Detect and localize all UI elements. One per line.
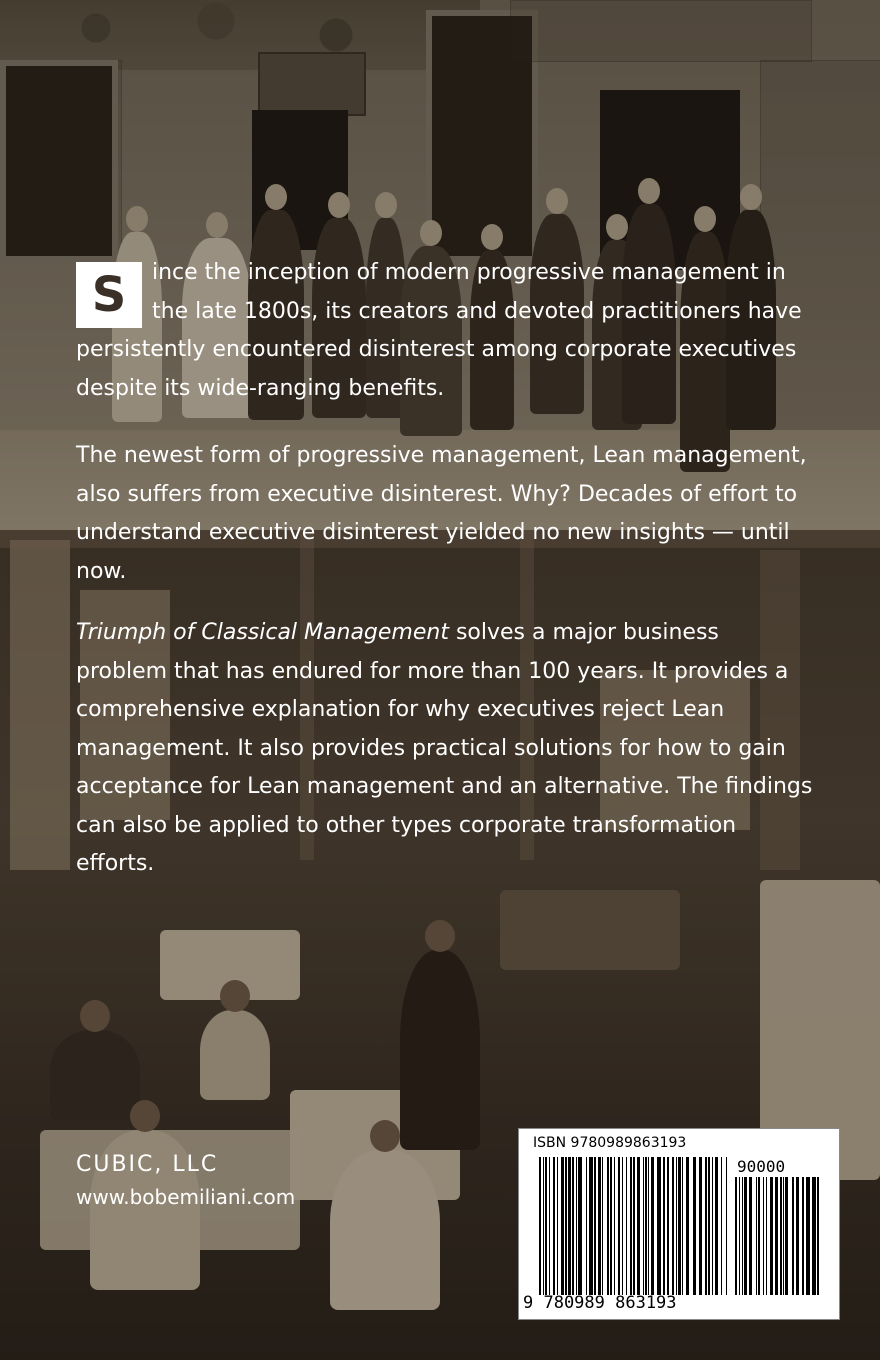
barcode-bar bbox=[586, 1157, 587, 1295]
barcode-bar bbox=[744, 1177, 747, 1295]
barcode-bar bbox=[812, 1177, 816, 1295]
barcode-bar bbox=[607, 1157, 609, 1295]
barcode-bar bbox=[735, 1177, 737, 1295]
barcode-bar bbox=[578, 1157, 582, 1295]
publisher-url: www.bobemiliani.com bbox=[76, 1185, 296, 1209]
barcode-bar bbox=[568, 1157, 571, 1295]
barcode-bar bbox=[543, 1157, 544, 1295]
barcode-bars-addon bbox=[735, 1177, 821, 1295]
barcode-bar bbox=[783, 1177, 784, 1295]
barcode-bar bbox=[667, 1157, 669, 1295]
price-code: 90000 bbox=[737, 1157, 786, 1176]
barcode-bar bbox=[626, 1157, 627, 1295]
barcode-bar bbox=[742, 1177, 743, 1295]
barcode-bar bbox=[618, 1157, 620, 1295]
barcode-bar bbox=[775, 1177, 778, 1295]
barcode-digits: 9 780989 863193 bbox=[523, 1293, 677, 1313]
barcode-bar bbox=[721, 1157, 722, 1295]
barcode-bar bbox=[643, 1157, 644, 1295]
barcode-bar bbox=[553, 1157, 555, 1295]
intro-paragraph bbox=[76, 254, 816, 408]
barcode-bar bbox=[672, 1157, 674, 1295]
barcode-bar bbox=[802, 1177, 804, 1295]
barcode-bar bbox=[749, 1177, 752, 1295]
barcode-bar bbox=[766, 1177, 767, 1295]
lean-paragraph: The newest form of progressive management, Lean management, also suffers from executive disinterest. Why? Decades of effort to understand executive disinterest yielded no new insights — until now. bbox=[76, 443, 807, 584]
barcode-bar bbox=[686, 1157, 689, 1295]
barcode-bar bbox=[549, 1157, 550, 1295]
barcode-bar bbox=[792, 1177, 794, 1295]
book-title: Triumph of Classical Management bbox=[76, 620, 449, 645]
barcode-bar bbox=[676, 1157, 677, 1295]
intro-text: ince the inception of modern progressive management in the late 1800s, its creators and devoted practitioners have persistently encountered disinterest among corporate executives despite its wide-ranging benefits. bbox=[76, 260, 802, 401]
barcode-bar bbox=[682, 1157, 683, 1295]
barcode-bar bbox=[699, 1157, 702, 1295]
barcode-bar bbox=[633, 1157, 635, 1295]
barcode-bar bbox=[594, 1157, 596, 1295]
barcode-bar bbox=[763, 1177, 764, 1295]
summary-text: solves a major business problem that has endured for more than 100 years. It provides a comprehensive explanation for why executives reject Lean management. It also provides practical solutions for how to gain acceptance for Lean management and an alternative. The findings can also be applied to other types corporate transformation efforts. bbox=[76, 620, 813, 876]
barcode-bar bbox=[561, 1157, 564, 1295]
barcode-bar bbox=[780, 1177, 782, 1295]
barcode-bar bbox=[705, 1157, 707, 1295]
barcode-bar bbox=[708, 1157, 710, 1295]
barcode-bar bbox=[806, 1177, 810, 1295]
barcode-bar bbox=[663, 1157, 665, 1295]
barcode-bar bbox=[817, 1177, 819, 1295]
barcode-bar bbox=[645, 1157, 647, 1295]
barcode-bar bbox=[715, 1157, 718, 1295]
publisher-name: CUBIC, LLC bbox=[76, 1152, 219, 1177]
barcode-bar bbox=[739, 1177, 740, 1295]
barcode-bar bbox=[648, 1157, 649, 1295]
book-summary-paragraph bbox=[76, 614, 816, 884]
barcode-bar bbox=[712, 1157, 713, 1295]
barcode-bar bbox=[756, 1177, 757, 1295]
barcode-bar bbox=[557, 1157, 558, 1295]
barcode-bar bbox=[565, 1157, 567, 1295]
barcode-bar bbox=[637, 1157, 640, 1295]
isbn-barcode bbox=[518, 1128, 840, 1320]
barcode-bar bbox=[785, 1177, 788, 1295]
isbn-label: ISBN 9780989863193 bbox=[533, 1135, 687, 1151]
barcode-bar bbox=[796, 1177, 799, 1295]
barcode-bar bbox=[589, 1157, 593, 1295]
barcode-bar bbox=[770, 1177, 773, 1295]
barcode-bar bbox=[678, 1157, 681, 1295]
drop-cap: S bbox=[76, 262, 142, 328]
barcode-bar bbox=[651, 1157, 654, 1295]
barcode-bar bbox=[630, 1157, 632, 1295]
barcode-bar bbox=[610, 1157, 612, 1295]
barcode-bar bbox=[576, 1157, 577, 1295]
barcode-bar bbox=[693, 1157, 696, 1295]
barcode-bar bbox=[622, 1157, 623, 1295]
barcode-bar bbox=[657, 1157, 661, 1295]
barcode-bar bbox=[539, 1157, 541, 1295]
barcode-bar bbox=[598, 1157, 601, 1295]
publisher-block bbox=[76, 1148, 295, 1212]
barcode-bars-main bbox=[539, 1157, 727, 1295]
barcode-bar bbox=[602, 1157, 603, 1295]
barcode-bar bbox=[572, 1157, 574, 1295]
barcode-bar bbox=[545, 1157, 547, 1295]
barcode-bar bbox=[726, 1157, 727, 1295]
barcode-bar bbox=[758, 1177, 760, 1295]
barcode-bar bbox=[614, 1157, 615, 1295]
